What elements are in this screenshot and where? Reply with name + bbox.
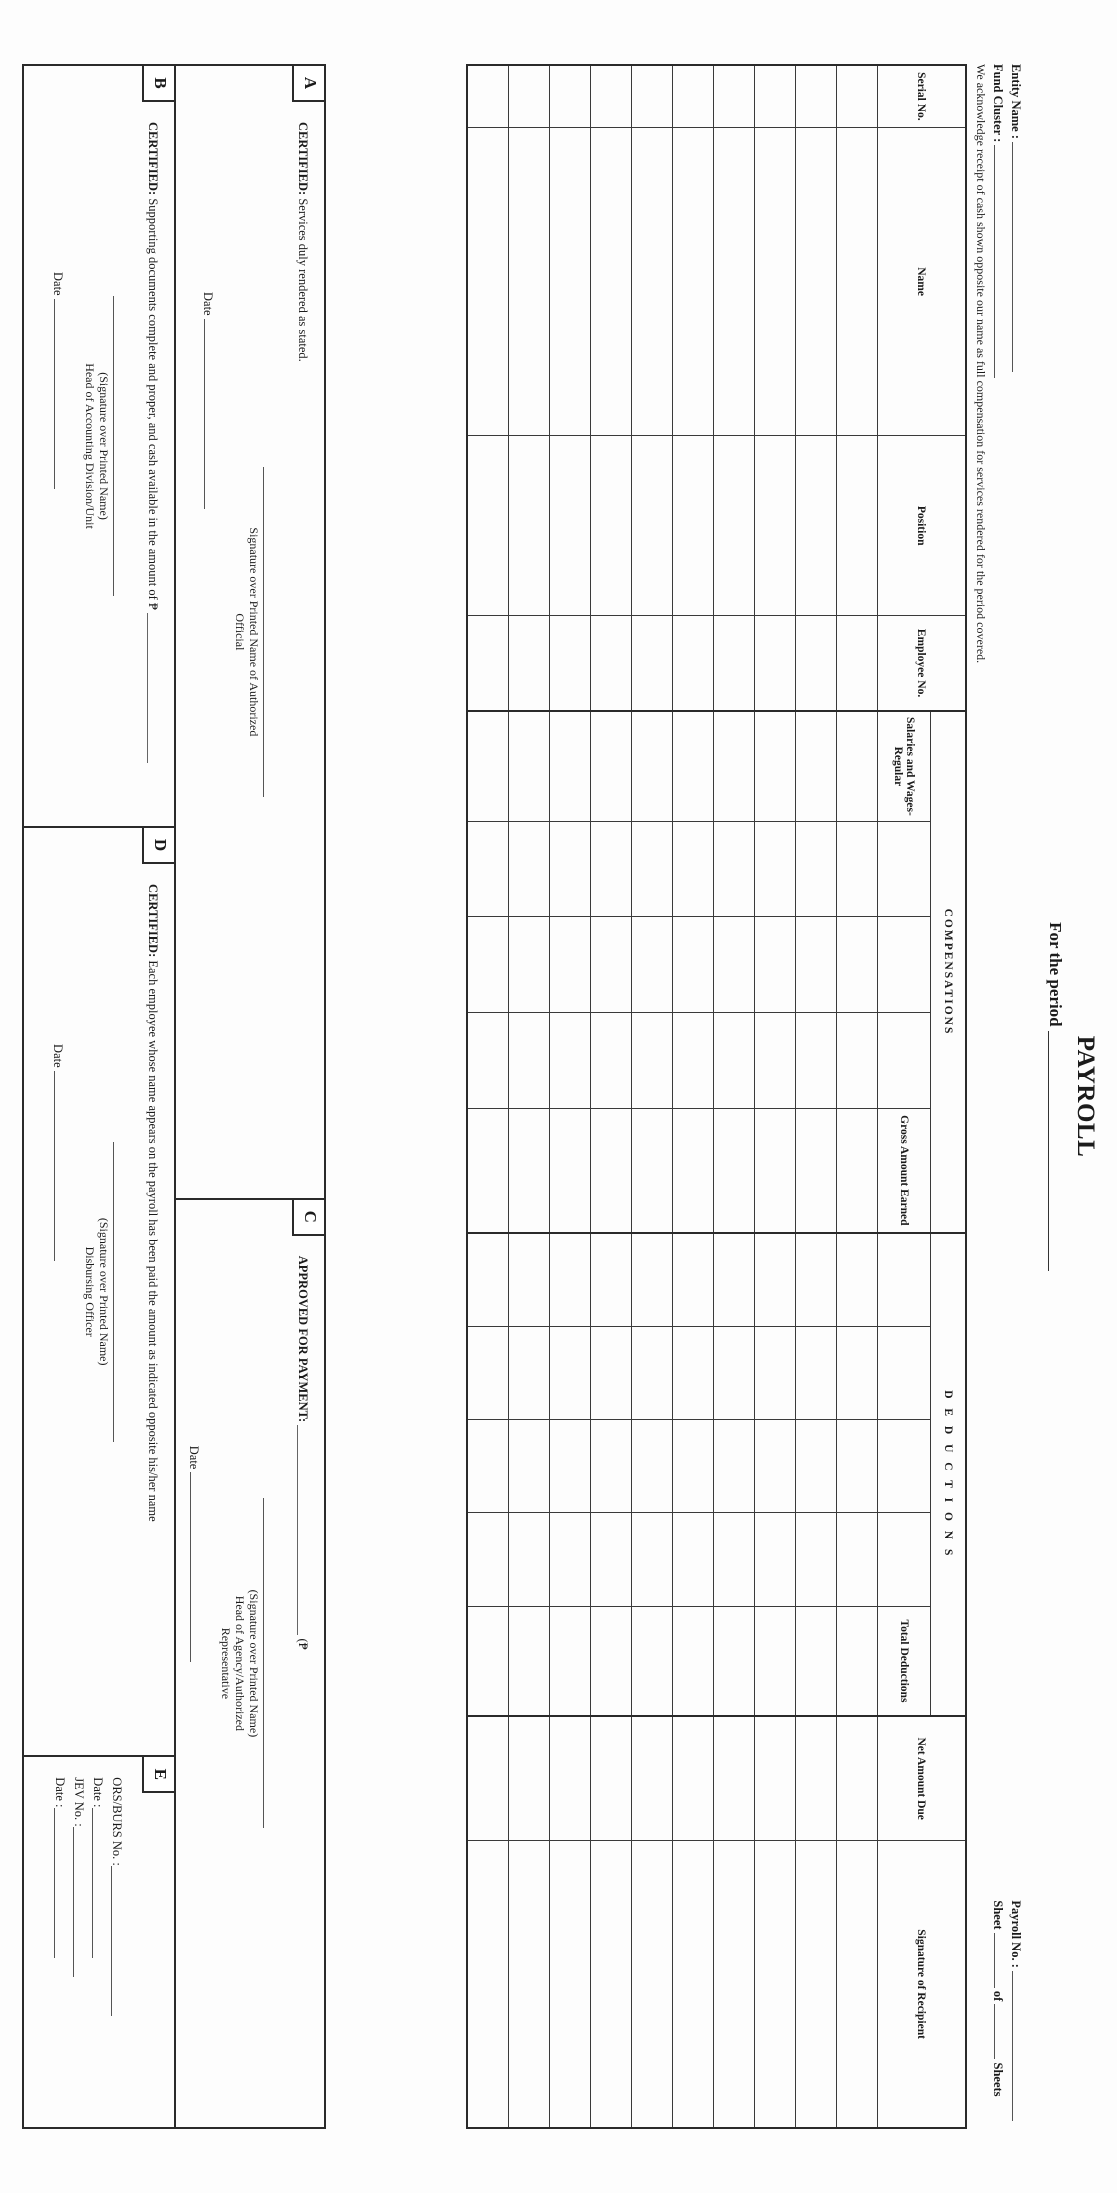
table-cell[interactable] (467, 1513, 509, 1606)
table-cell[interactable] (796, 821, 837, 917)
th-salaries-wages-regular: Salaries and Wages- Regular (878, 711, 931, 821)
table-cell[interactable] (837, 917, 878, 1013)
certification-c-body (295, 1256, 310, 2111)
table-cell[interactable] (673, 1108, 714, 1232)
table-cell[interactable] (550, 1013, 591, 1109)
table-row[interactable] (467, 65, 509, 2128)
table-cell[interactable] (632, 127, 673, 436)
approval-signature (219, 1216, 265, 2111)
period-label: For the period (1046, 922, 1065, 1027)
table-cell[interactable] (796, 1326, 837, 1419)
period-line (1045, 0, 1065, 2193)
table-cell[interactable] (509, 615, 550, 711)
table-row[interactable] (714, 65, 755, 2128)
table-cell[interactable] (467, 917, 509, 1013)
certification-e-field-input[interactable] (111, 1866, 124, 2016)
table-cell[interactable] (837, 1233, 878, 1326)
table-cell[interactable] (467, 1606, 509, 1716)
table-cell[interactable] (837, 1606, 878, 1716)
table-cell[interactable] (755, 1233, 796, 1326)
table-cell[interactable] (837, 615, 878, 711)
table-cell[interactable] (714, 1716, 755, 1840)
table-row[interactable] (591, 65, 632, 2128)
table-cell[interactable] (796, 1716, 837, 1840)
table-cell[interactable] (467, 821, 509, 917)
table-cell[interactable] (467, 65, 509, 127)
table-row[interactable] (837, 65, 878, 2128)
table-cell[interactable] (467, 615, 509, 711)
table-cell[interactable] (673, 1606, 714, 1716)
approval-signature-line[interactable] (263, 1498, 265, 1828)
table-cell[interactable] (632, 1606, 673, 1716)
certification-b-date-label: Date (51, 272, 65, 296)
table-cell[interactable] (591, 127, 632, 436)
certification-e-field-row (107, 1777, 126, 2111)
table-cell[interactable] (509, 917, 550, 1013)
table-cell[interactable] (509, 1326, 550, 1419)
certification-b-caption-2: Head of Accounting Division/Unit (83, 363, 97, 529)
table-cell[interactable] (673, 1419, 714, 1512)
certification-b-signature-line[interactable] (113, 296, 115, 596)
table-cell[interactable] (837, 1419, 878, 1512)
sheet-of-label: of (991, 1990, 1005, 2002)
certification-row-bottom (22, 64, 174, 2129)
table-cell[interactable] (591, 821, 632, 917)
table-cell[interactable] (673, 65, 714, 127)
entity-name-input[interactable] (1012, 142, 1025, 372)
table-cell[interactable] (550, 615, 591, 711)
table-cell[interactable] (714, 1606, 755, 1716)
table-row[interactable] (550, 65, 591, 2128)
certification-a-date-input[interactable] (204, 319, 217, 509)
sheet-total-input[interactable] (994, 2004, 1007, 2059)
table-cell[interactable] (796, 1513, 837, 1606)
table-cell[interactable] (509, 1841, 550, 2128)
certification-b-signature (83, 82, 115, 810)
table-cell[interactable] (837, 711, 878, 821)
table-cell[interactable] (796, 1841, 837, 2128)
table-cell[interactable] (509, 127, 550, 436)
table-cell[interactable] (632, 711, 673, 821)
table-cell[interactable] (673, 615, 714, 711)
table-cell[interactable] (714, 821, 755, 917)
table-cell[interactable] (796, 1108, 837, 1232)
table-cell[interactable] (509, 711, 550, 821)
table-cell[interactable] (673, 821, 714, 917)
th-name: Name (878, 127, 967, 436)
table-cell[interactable] (837, 821, 878, 917)
table-cell[interactable] (591, 436, 632, 615)
sheet-label: Sheet (991, 1900, 1005, 1930)
table-cell[interactable] (591, 615, 632, 711)
th-gross-amount-earned: Gross Amount Earned (878, 1108, 931, 1232)
table-cell[interactable] (673, 1841, 714, 2128)
payroll-table-body (467, 65, 878, 2128)
table-cell[interactable] (714, 1419, 755, 1512)
table-header-row-1 (931, 65, 967, 2128)
table-cell[interactable] (796, 65, 837, 127)
table-cell[interactable] (714, 127, 755, 436)
approval-date-label: Date (187, 1445, 201, 1470)
table-cell[interactable] (591, 917, 632, 1013)
table-cell[interactable] (550, 917, 591, 1013)
table-cell[interactable] (673, 1326, 714, 1419)
sheet-number-input[interactable] (994, 1933, 1007, 1988)
certification-b-date-input[interactable] (54, 299, 67, 489)
approval-date (186, 1446, 203, 2111)
table-cell[interactable] (632, 615, 673, 711)
table-cell[interactable] (509, 1716, 550, 1840)
table-cell[interactable] (509, 1108, 550, 1232)
table-cell[interactable] (509, 436, 550, 615)
table-cell[interactable] (550, 1233, 591, 1326)
certification-e-field-label: Date : (91, 1777, 105, 1808)
th-deductions-group: D E D U C T I O N S (931, 1233, 967, 1716)
table-cell[interactable] (755, 1716, 796, 1840)
table-cell[interactable] (673, 1233, 714, 1326)
table-cell[interactable] (509, 1513, 550, 1606)
table-row[interactable] (509, 65, 550, 2128)
certification-c-lead: APPROVED FOR PAYMENT: (296, 1255, 310, 1423)
certification-a-tag: A (292, 64, 326, 102)
th-compensation-blank-3 (878, 1013, 931, 1109)
approval-caption-1: (Signature over Printed Name) (247, 1589, 261, 1738)
th-deduction-blank-1 (878, 1233, 931, 1326)
th-compensation-blank-1 (878, 821, 931, 917)
table-cell[interactable] (837, 127, 878, 436)
table-cell[interactable] (632, 821, 673, 917)
certification-b-date (50, 272, 67, 810)
table-cell[interactable] (591, 1233, 632, 1326)
table-cell[interactable] (837, 436, 878, 615)
certification-e-field-row (50, 1777, 69, 2111)
table-cell[interactable] (550, 436, 591, 615)
table-cell[interactable] (714, 711, 755, 821)
certification-d-date-input[interactable] (54, 1071, 67, 1261)
certification-d (22, 828, 174, 1757)
table-cell[interactable] (550, 1841, 591, 2128)
table-cell[interactable] (796, 436, 837, 615)
table-cell[interactable] (796, 1233, 837, 1326)
table-cell[interactable] (755, 1513, 796, 1606)
table-cell[interactable] (673, 1716, 714, 1840)
table-cell[interactable] (550, 65, 591, 127)
th-deduction-blank-3 (878, 1419, 931, 1512)
table-cell[interactable] (837, 1513, 878, 1606)
certification-b-body (145, 122, 160, 810)
table-cell[interactable] (673, 1513, 714, 1606)
entity-name-field (1008, 64, 1025, 663)
table-cell[interactable] (714, 1326, 755, 1419)
table-cell[interactable] (755, 1419, 796, 1512)
table-cell[interactable] (632, 1513, 673, 1606)
certification-c-amount-input[interactable] (297, 1425, 310, 1635)
table-cell[interactable] (755, 1606, 796, 1716)
certification-d-lead: CERTIFIED: (146, 884, 160, 958)
certification-d-date-label: Date (51, 1044, 65, 1068)
table-cell[interactable] (837, 1326, 878, 1419)
certification-e-field-input[interactable] (73, 1827, 86, 1977)
certification-e-field-input[interactable] (54, 1808, 67, 1958)
table-cell[interactable] (467, 1326, 509, 1419)
table-cell[interactable] (837, 1841, 878, 2128)
table-cell[interactable] (632, 917, 673, 1013)
table-cell[interactable] (550, 1419, 591, 1512)
table-cell[interactable] (755, 1013, 796, 1109)
table-cell[interactable] (837, 1013, 878, 1109)
certification-e-field-label: ORS/BURS No. : (110, 1777, 124, 1866)
certification-d-caption-2: Disbursing Officer (83, 1246, 97, 1337)
certification-e (22, 1757, 174, 2129)
fund-cluster-label: Fund Cluster : (991, 64, 1005, 143)
page-title: PAYROLL (1072, 1035, 1099, 1158)
certification-a-caption-1: Signature over Printed Name of Authorized (247, 527, 261, 737)
certification-e-field-row (69, 1777, 88, 2111)
table-cell[interactable] (550, 1326, 591, 1419)
th-deduction-blank-2 (878, 1326, 931, 1419)
table-cell[interactable] (467, 1419, 509, 1512)
certification-b-amount-input[interactable] (147, 613, 160, 763)
certification-d-date (50, 1044, 67, 1739)
table-cell[interactable] (467, 127, 509, 436)
table-cell[interactable] (673, 436, 714, 615)
certification-e-fields (50, 1777, 126, 2111)
payroll-table (466, 64, 967, 2129)
certification-a-signature (233, 82, 265, 1182)
certification-e-field-input[interactable] (92, 1808, 105, 1958)
certification-b-text: Supporting documents complete and proper, and cash available in the amount of ₱ (146, 198, 160, 610)
certification-c-tag: C (292, 1198, 326, 1236)
table-cell[interactable] (632, 1326, 673, 1419)
table-cell[interactable] (796, 711, 837, 821)
table-cell[interactable] (591, 1108, 632, 1232)
table-cell[interactable] (714, 1233, 755, 1326)
payroll-no-label: Payroll No. : (1009, 1900, 1023, 1968)
certification-d-caption-1: (Signature over Printed Name) (97, 1217, 111, 1366)
certification-a-date (200, 292, 217, 1182)
table-cell[interactable] (467, 1233, 509, 1326)
table-cell[interactable] (509, 65, 550, 127)
table-cell[interactable] (632, 1013, 673, 1109)
th-net-amount-due: Net Amount Due (878, 1716, 967, 1840)
table-cell[interactable] (673, 1013, 714, 1109)
th-position: Position (878, 436, 967, 615)
table-cell[interactable] (632, 1716, 673, 1840)
table-cell[interactable] (673, 127, 714, 436)
table-cell[interactable] (467, 436, 509, 615)
table-cell[interactable] (755, 127, 796, 436)
certification-a-text: Services duly rendered as stated. (296, 198, 310, 362)
table-cell[interactable] (632, 1841, 673, 2128)
table-cell[interactable] (755, 1326, 796, 1419)
table-cell[interactable] (550, 711, 591, 821)
table-cell[interactable] (509, 1419, 550, 1512)
table-cell[interactable] (673, 917, 714, 1013)
table-cell[interactable] (467, 1716, 509, 1840)
period-blank[interactable] (1048, 1031, 1064, 1271)
table-cell[interactable] (509, 1233, 550, 1326)
table-cell[interactable] (755, 1841, 796, 2128)
table-cell[interactable] (755, 917, 796, 1013)
table-cell[interactable] (467, 1013, 509, 1109)
th-compensations-group: COMPENSATIONS (931, 711, 967, 1233)
table-cell[interactable] (714, 1108, 755, 1232)
table-cell[interactable] (591, 1841, 632, 2128)
table-cell[interactable] (796, 1606, 837, 1716)
table-cell[interactable] (509, 1013, 550, 1109)
certification-a (174, 64, 326, 1200)
approval-date-input[interactable] (190, 1472, 203, 1662)
table-cell[interactable] (509, 1606, 550, 1716)
certification-a-date-label: Date (201, 292, 215, 316)
table-cell[interactable] (591, 65, 632, 127)
table-cell[interactable] (591, 1419, 632, 1512)
table-cell[interactable] (714, 436, 755, 615)
certification-a-body (295, 122, 310, 1182)
table-cell[interactable] (632, 1419, 673, 1512)
entity-name-label: Entity Name : (1009, 64, 1023, 139)
th-employee-no: Employee No. (878, 615, 967, 711)
certification-b-tag: B (142, 64, 176, 102)
table-cell[interactable] (837, 1716, 878, 1840)
table-cell[interactable] (632, 65, 673, 127)
certification-a-caption-2: Official (233, 613, 247, 651)
table-cell[interactable] (467, 711, 509, 821)
table-row[interactable] (673, 65, 714, 2128)
table-cell[interactable] (632, 436, 673, 615)
sheets-label: Sheets (991, 2062, 1005, 2097)
header-right-fields (989, 1900, 1025, 2121)
table-cell[interactable] (837, 1108, 878, 1232)
certification-b-caption-1: (Signature over Printed Name) (97, 372, 111, 520)
table-cell[interactable] (591, 1716, 632, 1840)
certification-e-field-label: Date : (53, 1777, 67, 1808)
table-cell[interactable] (796, 615, 837, 711)
payroll-no-field (1008, 1900, 1025, 2121)
table-cell[interactable] (467, 1841, 509, 2128)
certification-row-top (174, 64, 326, 2129)
header-left-fields (973, 64, 1025, 663)
approval-caption-3: Representative (219, 1627, 233, 1700)
fund-cluster-field (990, 64, 1007, 663)
acknowledgement-text: We acknowledge receipt of cash shown opposite our name as full compensation for services rendered for the period covered. (974, 64, 988, 664)
certification-b-lead: CERTIFIED: (146, 122, 160, 196)
table-cell[interactable] (632, 1233, 673, 1326)
certification-a-lead: CERTIFIED: (296, 122, 310, 196)
table-cell[interactable] (673, 711, 714, 821)
table-cell[interactable] (714, 917, 755, 1013)
table-row[interactable] (755, 65, 796, 2128)
table-cell[interactable] (755, 436, 796, 615)
certification-c-peso-label: (₱ (296, 1638, 310, 1650)
certification-c (174, 1200, 326, 2129)
table-cell[interactable] (796, 917, 837, 1013)
table-cell[interactable] (714, 1013, 755, 1109)
certification-d-signature-line[interactable] (113, 1142, 115, 1442)
table-cell[interactable] (550, 1606, 591, 1716)
table-cell[interactable] (591, 1013, 632, 1109)
table-cell[interactable] (755, 821, 796, 917)
table-cell[interactable] (714, 1513, 755, 1606)
table-cell[interactable] (837, 65, 878, 127)
table-cell[interactable] (550, 1716, 591, 1840)
table-cell[interactable] (714, 65, 755, 127)
table-cell[interactable] (796, 1419, 837, 1512)
certification-block (22, 64, 326, 2129)
table-cell[interactable] (550, 1513, 591, 1606)
table-cell[interactable] (632, 1108, 673, 1232)
certification-e-tag: E (142, 1755, 176, 1793)
table-cell[interactable] (755, 615, 796, 711)
certification-e-field-label: JEV No. : (72, 1777, 86, 1827)
table-cell[interactable] (755, 65, 796, 127)
certification-d-body (145, 884, 160, 1739)
table-cell[interactable] (550, 821, 591, 917)
fund-cluster-input[interactable] (994, 145, 1007, 378)
table-cell[interactable] (714, 1841, 755, 2128)
approval-caption-2: Head of Agency/Authorized (233, 1595, 247, 1732)
table-cell[interactable] (796, 1013, 837, 1109)
table-cell[interactable] (591, 1606, 632, 1716)
table-cell[interactable] (755, 1108, 796, 1232)
certification-b (22, 64, 174, 828)
table-cell[interactable] (467, 1108, 509, 1232)
table-row[interactable] (796, 65, 837, 2128)
certification-a-signature-line[interactable] (263, 467, 265, 797)
table-cell[interactable] (591, 1326, 632, 1419)
th-compensation-blank-2 (878, 917, 931, 1013)
th-deduction-blank-4 (878, 1513, 931, 1606)
table-cell[interactable] (755, 711, 796, 821)
certification-d-signature (83, 844, 115, 1739)
th-signature-of-recipient: Signature of Recipient (878, 1841, 967, 2128)
th-total-deductions: Total Deductions (878, 1606, 931, 1716)
certification-d-text: Each employee whose name appears on the payroll has been paid the amount as indicated opposite his/her name (146, 960, 160, 1522)
payroll-no-input[interactable] (1012, 1971, 1025, 2121)
table-cell[interactable] (509, 821, 550, 917)
table-row[interactable] (632, 65, 673, 2128)
table-cell[interactable] (714, 615, 755, 711)
form-header (967, 0, 1117, 2193)
table-cell[interactable] (550, 1108, 591, 1232)
sheet-field (990, 1900, 1007, 2121)
certification-e-field-row (88, 1777, 107, 2111)
table-cell[interactable] (591, 711, 632, 821)
table-cell[interactable] (591, 1513, 632, 1606)
table-cell[interactable] (796, 127, 837, 436)
certification-d-tag: D (142, 826, 176, 864)
th-serial-no: Serial No. (878, 65, 967, 127)
table-cell[interactable] (550, 127, 591, 436)
